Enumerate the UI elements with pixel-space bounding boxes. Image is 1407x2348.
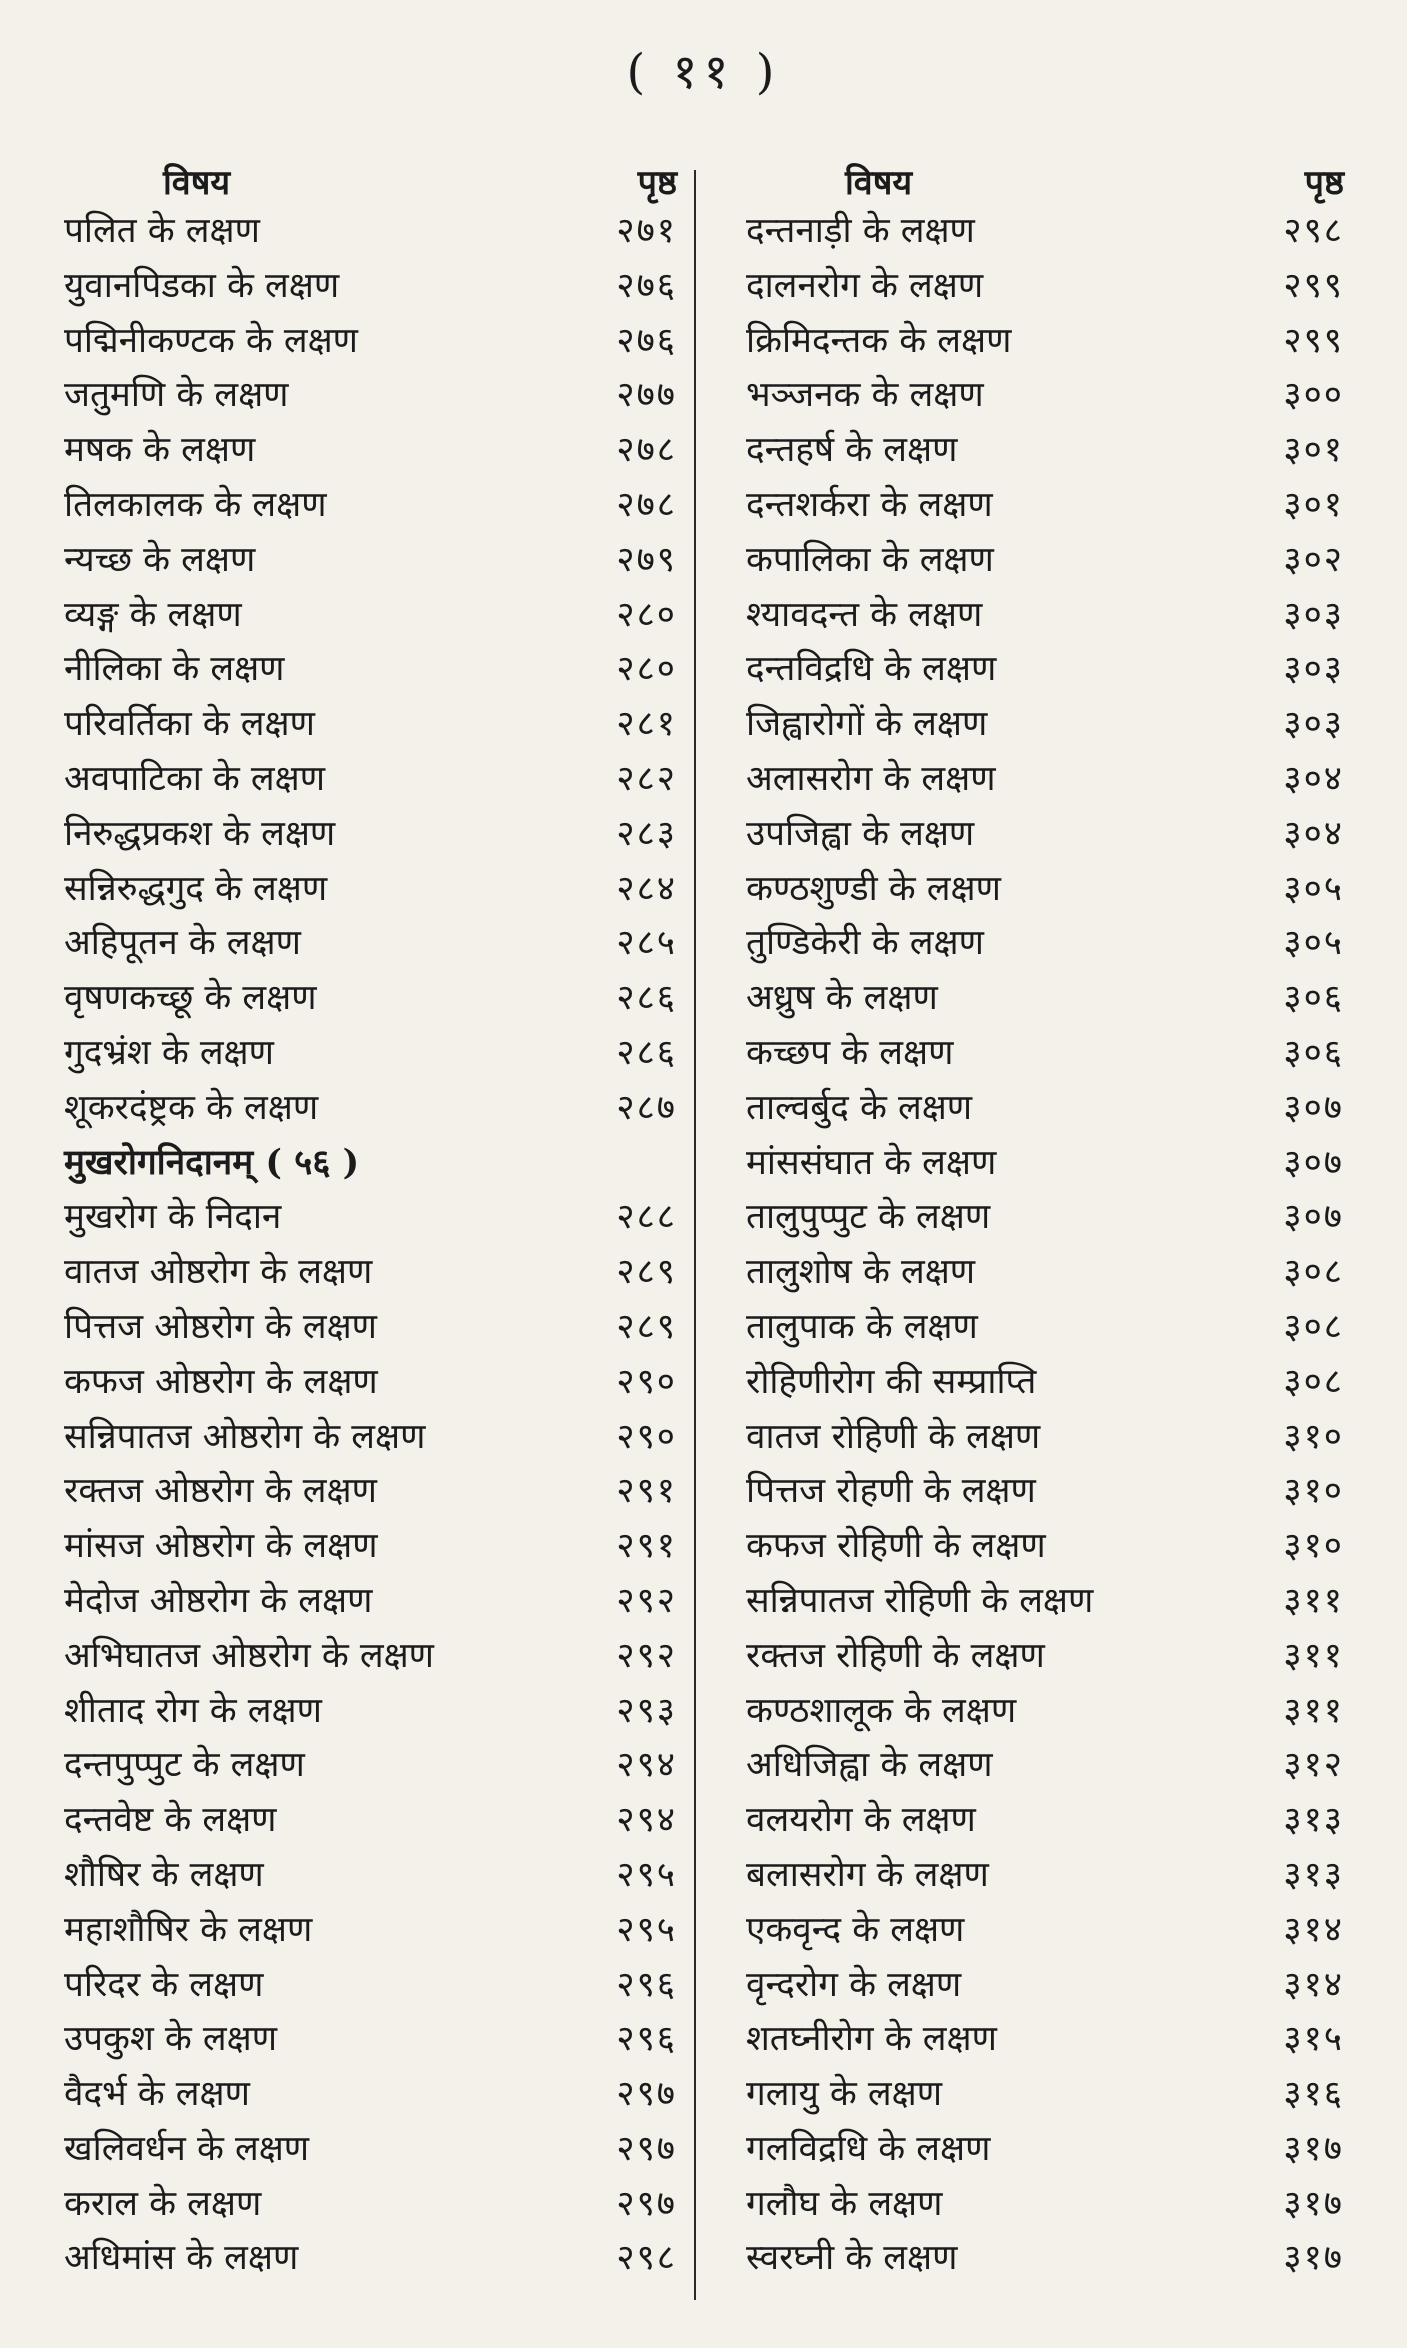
entry-subject: स्वरघ्नी के लक्षण <box>746 2238 958 2279</box>
toc-entry <box>58 2067 683 2122</box>
entry-page-number: ३०४ <box>1283 813 1344 854</box>
entry-subject: जिह्वारोगों के लक्षण <box>746 704 988 745</box>
entry-subject: उपजिह्वा के लक्षण <box>746 813 975 854</box>
entry-subject: दन्तपुप्पुट के लक्षण <box>64 1745 305 1786</box>
entry-page-number: २९४ <box>616 1800 677 1841</box>
entry-page-number: ३१३ <box>1283 1800 1344 1841</box>
entry-page-number: २९७ <box>616 2128 677 2169</box>
toc-entry <box>740 916 1350 971</box>
entry-subject: गुदभ्रंश के लक्षण <box>64 1032 274 1073</box>
subject-header: विषय <box>845 163 913 203</box>
toc-entry <box>740 1355 1350 1410</box>
entry-page-number: ३१२ <box>1283 1745 1344 1786</box>
right-entries <box>740 204 1350 2286</box>
entry-page-number: ३१७ <box>1283 2238 1344 2279</box>
toc-entry <box>740 533 1350 588</box>
entry-page-number: ३०६ <box>1283 978 1344 1019</box>
toc-entry <box>740 697 1350 752</box>
toc-entry <box>740 1903 1350 1958</box>
entry-subject: अलासरोग के लक्षण <box>746 758 996 799</box>
entry-subject: अधिमांस के लक्षण <box>64 2238 299 2279</box>
toc-entry <box>58 807 683 862</box>
entry-page-number: २९२ <box>616 1580 677 1621</box>
toc-entry <box>58 1519 683 1574</box>
entry-page-number: २७७ <box>616 375 677 416</box>
entry-page-number: ३१० <box>1283 1416 1344 1457</box>
toc-entry <box>740 1793 1350 1848</box>
entry-subject: शीताद रोग के लक्षण <box>64 1690 322 1731</box>
entry-page-number: ३०४ <box>1283 758 1344 799</box>
entry-subject: वृषणकच्छू के लक्षण <box>64 978 317 1019</box>
toc-entry <box>58 1245 683 1300</box>
entry-subject: दन्तहर्ष के लक्षण <box>746 430 958 471</box>
toc-entry <box>740 1190 1350 1245</box>
entry-page-number: ३११ <box>1283 1580 1344 1621</box>
toc-entry <box>740 2122 1350 2177</box>
toc-entry <box>740 314 1350 369</box>
entry-page-number: २७६ <box>616 320 677 361</box>
toc-entry <box>58 971 683 1026</box>
entry-page-number: २८५ <box>616 923 677 964</box>
entry-page-number: २८९ <box>616 1306 677 1347</box>
toc-entry <box>740 1136 1350 1191</box>
toc-entry <box>58 314 683 369</box>
toc-entry <box>58 1026 683 1081</box>
entry-subject: दन्तनाड़ी के लक्षण <box>746 211 975 251</box>
entry-subject: अहिपूतन के लक्षण <box>64 923 301 964</box>
toc-entry <box>740 423 1350 478</box>
entry-page-number: ३१४ <box>1283 1964 1344 2005</box>
entry-subject: रक्तज रोहिणी के लक्षण <box>746 1635 1045 1676</box>
entry-page-number: २८० <box>616 594 677 635</box>
entry-page-number: २९९ <box>1283 320 1344 361</box>
toc-entry <box>740 1410 1350 1465</box>
toc-entry <box>740 2231 1350 2286</box>
entry-page-number: ३०८ <box>1283 1306 1344 1347</box>
entry-subject: शौषिर के लक्षण <box>64 1854 264 1895</box>
entry-subject: दन्तशर्करा के लक्षण <box>746 484 993 525</box>
entry-subject: वातज रोहिणी के लक्षण <box>746 1416 1041 1457</box>
entry-subject: गलविद्रधि के लक्षण <box>746 2128 991 2169</box>
toc-entry <box>58 533 683 588</box>
entry-page-number: २९८ <box>1283 211 1344 251</box>
toc-entry <box>740 752 1350 807</box>
entry-subject: ताल्वर्बुद के लक्षण <box>746 1087 973 1128</box>
entry-subject: पद्मिनीकण्टक के लक्षण <box>64 320 358 361</box>
left-column <box>58 150 683 2300</box>
entry-subject: तालुपाक के लक्षण <box>746 1306 978 1347</box>
entry-page-number: २७८ <box>616 484 677 525</box>
entry-subject: नीलिका के लक्षण <box>64 649 285 690</box>
toc-entry <box>58 1574 683 1629</box>
toc-entry <box>740 204 1350 259</box>
entry-page-number: २९३ <box>616 1690 677 1731</box>
toc-entry <box>740 1958 1350 2013</box>
entry-subject: कण्ठशुण्डी के लक्षण <box>746 868 1001 909</box>
left-column-header <box>58 150 683 204</box>
toc-entry <box>58 259 683 314</box>
entry-page-number: २७६ <box>616 265 677 306</box>
toc-entry <box>58 2231 683 2286</box>
toc-entry <box>58 1738 683 1793</box>
toc-entry <box>740 1848 1350 1903</box>
entry-subject: पलित के लक्षण <box>64 211 260 251</box>
toc-entry <box>58 1190 683 1245</box>
entry-subject: गलौघ के लक्षण <box>746 2183 943 2224</box>
toc-entry <box>58 423 683 478</box>
entry-subject: उपकुश के लक्षण <box>64 2019 278 2060</box>
entry-page-number: ३१७ <box>1283 2128 1344 2169</box>
page-header: पृष्ठ <box>637 163 677 203</box>
entry-page-number: २९१ <box>616 1526 677 1567</box>
toc-entry <box>58 642 683 697</box>
entry-page-number: २९७ <box>616 2074 677 2115</box>
entry-page-number: ३०८ <box>1283 1252 1344 1293</box>
toc-entry <box>58 1300 683 1355</box>
entry-page-number: ३०३ <box>1283 704 1344 745</box>
toc-entry <box>58 916 683 971</box>
entry-subject: सन्निरुद्धगुद के लक्षण <box>64 868 328 909</box>
entry-page-number: २९८ <box>616 2238 677 2279</box>
entry-subject: खलिवर्धन के लक्षण <box>64 2128 310 2169</box>
toc-entry <box>740 2012 1350 2067</box>
entry-page-number: २९० <box>616 1416 677 1457</box>
entry-page-number: ३०५ <box>1283 923 1344 964</box>
entry-subject: सन्निपातज रोहिणी के लक्षण <box>746 1580 1094 1621</box>
entry-subject: क्रिमिदन्तक के लक्षण <box>746 320 1012 361</box>
entry-subject: कपालिका के लक्षण <box>746 539 994 580</box>
entry-page-number: २९४ <box>616 1745 677 1786</box>
section-heading <box>58 1136 683 1191</box>
entry-subject: परिवर्तिका के लक्षण <box>64 704 315 745</box>
entry-page-number: ३१५ <box>1283 2019 1344 2060</box>
entry-page-number: २८६ <box>616 1032 677 1073</box>
entry-subject: दन्तविद्रधि के लक्षण <box>746 649 997 690</box>
entry-subject: तुण्डिकेरी के लक्षण <box>746 923 984 964</box>
entry-page-number: २९६ <box>616 1964 677 2005</box>
entry-page-number: ३०७ <box>1283 1142 1344 1183</box>
toc-entry <box>58 1684 683 1739</box>
toc-entry <box>740 478 1350 533</box>
toc-entry <box>58 2012 683 2067</box>
entry-subject: बलासरोग के लक्षण <box>746 1854 989 1895</box>
toc-entry <box>58 478 683 533</box>
entry-subject: न्यच्छ के लक्षण <box>64 539 256 580</box>
entry-page-number: २९० <box>616 1361 677 1402</box>
column-divider <box>694 170 696 2300</box>
entry-subject: शतघ्नीरोग के लक्षण <box>746 2019 997 2060</box>
entry-page-number: ३०२ <box>1283 539 1344 580</box>
entry-subject: मषक के लक्षण <box>64 430 256 471</box>
entry-subject: पित्तज रोहणी के लक्षण <box>746 1471 1036 1512</box>
toc-entry <box>58 1464 683 1519</box>
right-column-header <box>740 150 1350 204</box>
toc-entry <box>58 1410 683 1465</box>
page-number: ( ११ ) <box>626 44 781 100</box>
entry-page-number: ३०३ <box>1283 594 1344 635</box>
entry-page-number: ३१४ <box>1283 1909 1344 1950</box>
toc-entry <box>740 588 1350 643</box>
entry-subject: शूकरदंष्ट्रक के लक्षण <box>64 1087 319 1128</box>
entry-page-number: २९६ <box>616 2019 677 2060</box>
subject-header: विषय <box>163 163 231 203</box>
toc-entry <box>58 1958 683 2013</box>
entry-subject: मुखरोग के निदान <box>64 1197 282 1238</box>
entry-subject: अवपाटिका के लक्षण <box>64 758 326 799</box>
entry-subject: जतुमणि के लक्षण <box>64 375 289 416</box>
entry-subject: मांसज ओष्ठरोग के लक्षण <box>64 1526 378 1567</box>
left-entries <box>58 204 683 2286</box>
toc-entry <box>740 971 1350 1026</box>
entry-page-number: २९७ <box>616 2183 677 2224</box>
entry-page-number: ३११ <box>1283 1635 1344 1676</box>
entry-subject: परिदर के लक्षण <box>64 1964 264 2005</box>
toc-entry <box>58 1355 683 1410</box>
toc-entry <box>740 1026 1350 1081</box>
entry-page-number: २९५ <box>616 1909 677 1950</box>
toc-entry <box>58 2177 683 2232</box>
entry-subject: गलायु के लक्षण <box>746 2074 943 2115</box>
entry-page-number: ३०५ <box>1283 868 1344 909</box>
entry-page-number: २८४ <box>616 868 677 909</box>
entry-subject: सन्निपातज ओष्ठरोग के लक्षण <box>64 1416 426 1457</box>
toc-entry <box>58 2122 683 2177</box>
toc-entry <box>58 1629 683 1684</box>
entry-page-number: २७९ <box>616 539 677 580</box>
entry-page-number: ३१३ <box>1283 1854 1344 1895</box>
entry-subject: कफज रोहिणी के लक्षण <box>746 1526 1046 1567</box>
toc-entry <box>740 1245 1350 1300</box>
toc-entry <box>740 862 1350 917</box>
entry-page-number: २८१ <box>616 704 677 745</box>
entry-subject: दन्तवेष्ट के लक्षण <box>64 1800 277 1841</box>
entry-page-number: २८८ <box>616 1197 677 1238</box>
toc-entry <box>740 807 1350 862</box>
toc-entry <box>740 1300 1350 1355</box>
toc-entry <box>740 1574 1350 1629</box>
entry-subject: अध्रुष के लक्षण <box>746 978 938 1019</box>
entry-subject: तालुपुप्पुट के लक्षण <box>746 1197 991 1238</box>
entry-subject: निरुद्धप्रकश के लक्षण <box>64 813 336 854</box>
entry-page-number: २८७ <box>616 1087 677 1128</box>
entry-page-number: ३११ <box>1283 1690 1344 1731</box>
entry-subject: अभिघातज ओष्ठरोग के लक्षण <box>64 1635 434 1676</box>
entry-page-number: ३०६ <box>1283 1032 1344 1073</box>
entry-subject: भञ्जनक के लक्षण <box>746 375 984 416</box>
entry-page-number: २९१ <box>616 1471 677 1512</box>
toc-entry <box>740 259 1350 314</box>
toc-entry <box>740 1519 1350 1574</box>
page-header: पृष्ठ <box>1304 163 1344 203</box>
entry-subject: कण्ठशालूक के लक्षण <box>746 1690 1017 1731</box>
entry-subject: व्यङ्ग के लक्षण <box>64 594 242 635</box>
entry-page-number: २९२ <box>616 1635 677 1676</box>
toc-entry <box>58 1081 683 1136</box>
toc-entry <box>58 368 683 423</box>
entry-page-number: २८९ <box>616 1252 677 1293</box>
entry-page-number: २७१ <box>616 211 677 251</box>
toc-entry <box>58 204 683 259</box>
entry-page-number: ३१६ <box>1283 2074 1344 2115</box>
entry-subject: कच्छप के लक्षण <box>746 1032 954 1073</box>
entry-subject: तिलकालक के लक्षण <box>64 484 327 525</box>
toc-entry <box>58 752 683 807</box>
toc-entry <box>740 2067 1350 2122</box>
toc-entry <box>58 1793 683 1848</box>
toc-entry <box>740 2177 1350 2232</box>
toc-entry <box>58 588 683 643</box>
entry-subject: एकवृन्द के लक्षण <box>746 1909 965 1950</box>
entry-subject: वातज ओष्ठरोग के लक्षण <box>64 1252 373 1293</box>
entry-page-number: २८६ <box>616 978 677 1019</box>
entry-subject: कराल के लक्षण <box>64 2183 262 2224</box>
entry-subject: कफज ओष्ठरोग के लक्षण <box>64 1361 378 1402</box>
entry-subject: श्यावदन्त के लक्षण <box>746 594 983 635</box>
entry-page-number: २८० <box>616 649 677 690</box>
entry-subject: वलयरोग के लक्षण <box>746 1800 976 1841</box>
entry-page-number: ३०१ <box>1283 484 1344 525</box>
entry-subject: वैदर्भ के लक्षण <box>64 2074 250 2115</box>
entry-subject: दालनरोग के लक्षण <box>746 265 984 306</box>
entry-page-number: २९५ <box>616 1854 677 1895</box>
entry-subject: महाशौषिर के लक्षण <box>64 1909 313 1950</box>
entry-subject: रोहिणीरोग की सम्प्राप्ति <box>746 1361 1037 1402</box>
entry-page-number: २८२ <box>616 758 677 799</box>
entry-subject: मेदोज ओष्ठरोग के लक्षण <box>64 1580 373 1621</box>
entry-page-number: ३०१ <box>1283 430 1344 471</box>
entry-page-number: २९९ <box>1283 265 1344 306</box>
toc-entry <box>740 368 1350 423</box>
toc-entry <box>740 642 1350 697</box>
toc-entry <box>58 1848 683 1903</box>
entry-page-number: ३१७ <box>1283 2183 1344 2224</box>
toc-entry <box>740 1081 1350 1136</box>
toc-entry <box>740 1738 1350 1793</box>
entry-page-number: ३१० <box>1283 1471 1344 1512</box>
entry-page-number: ३०७ <box>1283 1197 1344 1238</box>
entry-page-number: ३०८ <box>1283 1361 1344 1402</box>
entry-page-number: २७८ <box>616 430 677 471</box>
entry-page-number: २८३ <box>616 813 677 854</box>
toc-entry <box>740 1629 1350 1684</box>
toc-entry <box>58 862 683 917</box>
entry-subject: वृन्दरोग के लक्षण <box>746 1964 962 2005</box>
toc-entry <box>740 1464 1350 1519</box>
entry-subject: पित्तज ओष्ठरोग के लक्षण <box>64 1306 377 1347</box>
toc-entry <box>58 1903 683 1958</box>
entry-subject: अधिजिह्वा के लक्षण <box>746 1745 993 1786</box>
entry-subject: मुखरोगनिदानम् ( ५६ ) <box>64 1141 360 1183</box>
entry-page-number: ३१० <box>1283 1526 1344 1567</box>
entry-page-number: ३०३ <box>1283 649 1344 690</box>
entry-page-number: ३०७ <box>1283 1087 1344 1128</box>
entry-subject: युवानपिडका के लक्षण <box>64 265 340 306</box>
toc-entry <box>740 1684 1350 1739</box>
entry-page-number: ३०० <box>1283 375 1344 416</box>
entry-subject: रक्तज ओष्ठरोग के लक्षण <box>64 1471 377 1512</box>
toc-entry <box>58 697 683 752</box>
entry-subject: तालुशोष के लक्षण <box>746 1252 976 1293</box>
right-column <box>740 150 1350 2300</box>
entry-subject: मांससंघात के लक्षण <box>746 1142 997 1183</box>
